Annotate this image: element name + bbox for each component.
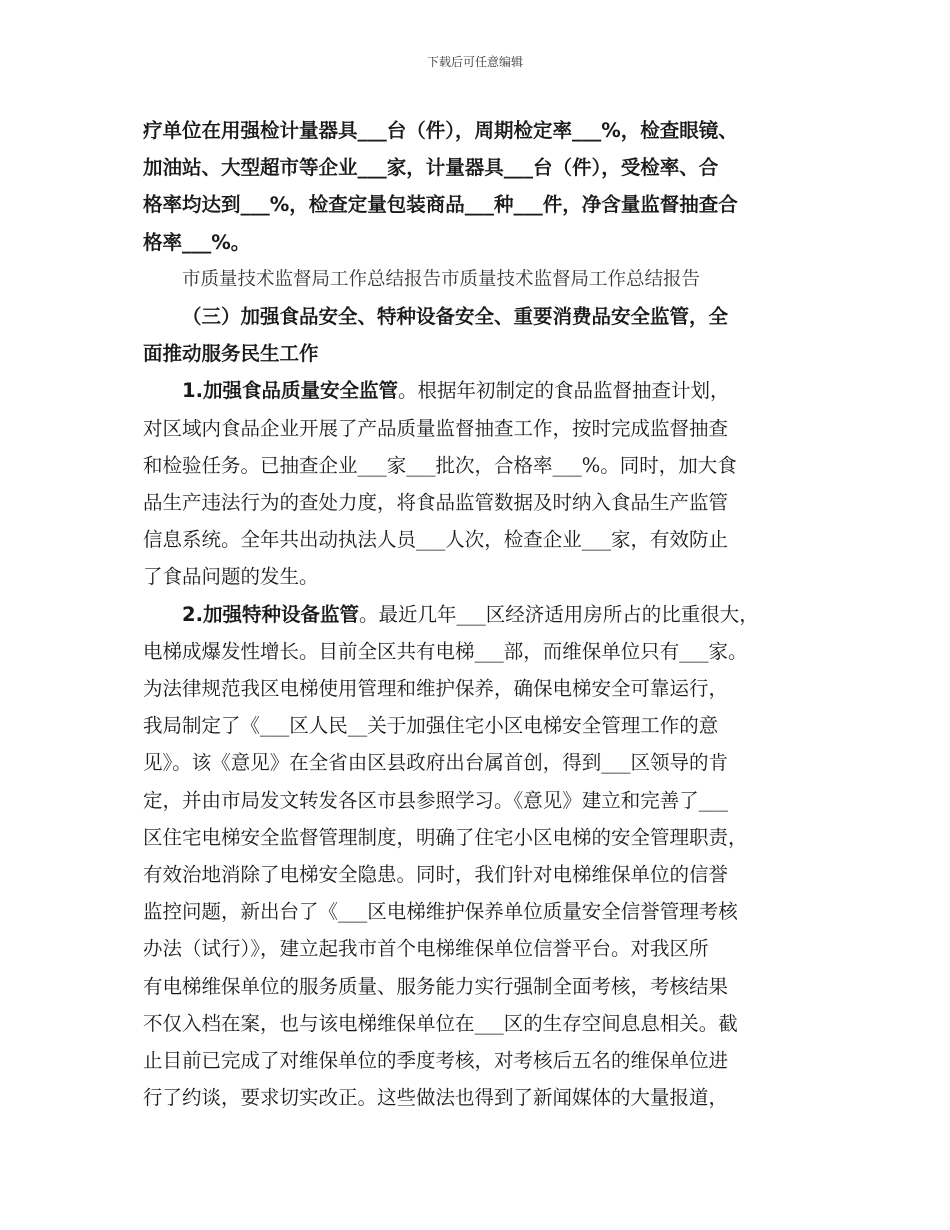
text-line — [143, 596, 818, 633]
page-header: 下载后可任意编辑 — [426, 55, 523, 69]
item-lead-rest: 。最近几年___区经济适用房所占的比重很大， — [358, 602, 759, 626]
text-line: 格率___%。 — [143, 230, 251, 254]
paragraph-metrology — [143, 112, 818, 261]
text-line: 加油站、大型超市等企业___家，计量器具___台（件），受检率、合 — [143, 156, 719, 180]
text-line: 定，并由市局发文转发各区市县参照学习。《意见》建立和完善了___ — [143, 788, 729, 812]
item-lead: 1.加强食品质量安全监管 — [182, 379, 398, 403]
text-line: 疗单位在用强检计量器具___台（件），周期检定率___%，检查眼镜、 — [143, 119, 738, 142]
paragraph-special-equipment — [143, 596, 818, 1117]
text-line — [143, 372, 818, 409]
text-line: 止目前已完成了对维保单位的季度考核，对考核后五名的维保单位进 — [143, 1049, 729, 1073]
paragraph-food-safety — [143, 372, 818, 595]
text-line: 我局制定了《___区人民__关于加强住宅小区电梯安全管理工作的意 — [143, 714, 719, 738]
text-line: 监控问题，新出台了《___区电梯维护保养单位质量安全信誉管理考核 — [143, 900, 738, 924]
text-line: 了食品问题的发生。 — [143, 565, 319, 589]
section-heading-line: （三）加强食品安全、特种设备安全、重要消费品安全监管，全 — [182, 305, 729, 329]
text-line: 和检验任务。已抽查企业___家___批次，合格率___%。同时，加大食 — [143, 453, 737, 477]
section-heading — [143, 298, 818, 372]
text-line: 不仅入档在案，也与该电梯维保单位在___区的生存空间息息相关。截 — [143, 1011, 738, 1035]
text-line: 见》。该《意见》在全省由区县政府出台属首创，得到___区领导的肯 — [143, 751, 729, 775]
text-line: 办法（试行）》，建立起我市首个电梯维保单位信誉平台。对我区所 — [143, 937, 709, 961]
text-line: 信息系统。全年共出动执法人员___人次，检查企业___家，有效防止 — [143, 528, 729, 552]
report-title-line: 市质量技术监督局工作总结报告市质量技术监督局工作总结报告 — [182, 268, 701, 290]
text-line: 对区域内食品企业开展了产品质量监督抽查工作，按时完成监督抽查 — [143, 416, 729, 440]
item-lead: 2.加强特种设备监管 — [182, 602, 359, 626]
text-line: 电梯成爆发性增长。目前全区共有电梯___部，而维保单位只有___家。 — [143, 639, 748, 663]
text-line: 有电梯维保单位的服务质量、服务能力实行强制全面考核，考核结果 — [143, 974, 729, 998]
text-line: 有效治地消除了电梯安全隐患。同时，我们针对电梯维保单位的信誉 — [143, 863, 729, 887]
text-line: 行了约谈，要求切实改正。这些做法也得到了新闻媒体的大量报道， — [143, 1086, 729, 1110]
section-heading-line: 面推动服务民生工作 — [143, 342, 319, 366]
text-line: 区住宅电梯安全监督管理制度，明确了住宅小区电梯的安全管理职责， — [143, 825, 748, 849]
text-line: 格率均达到___%，检查定量包装商品___种___件，净含量监督抽查合 — [143, 193, 738, 217]
text-line: 为法律规范我区电梯使用管理和维护保养，确保电梯安全可靠运行， — [143, 677, 729, 701]
document-body — [143, 112, 818, 1116]
text-line: 品生产违法行为的查处力度，将食品监管数据及时纳入食品生产监管 — [143, 491, 729, 515]
item-lead-rest: 。根据年初制定的食品监督抽查计划， — [397, 379, 730, 403]
